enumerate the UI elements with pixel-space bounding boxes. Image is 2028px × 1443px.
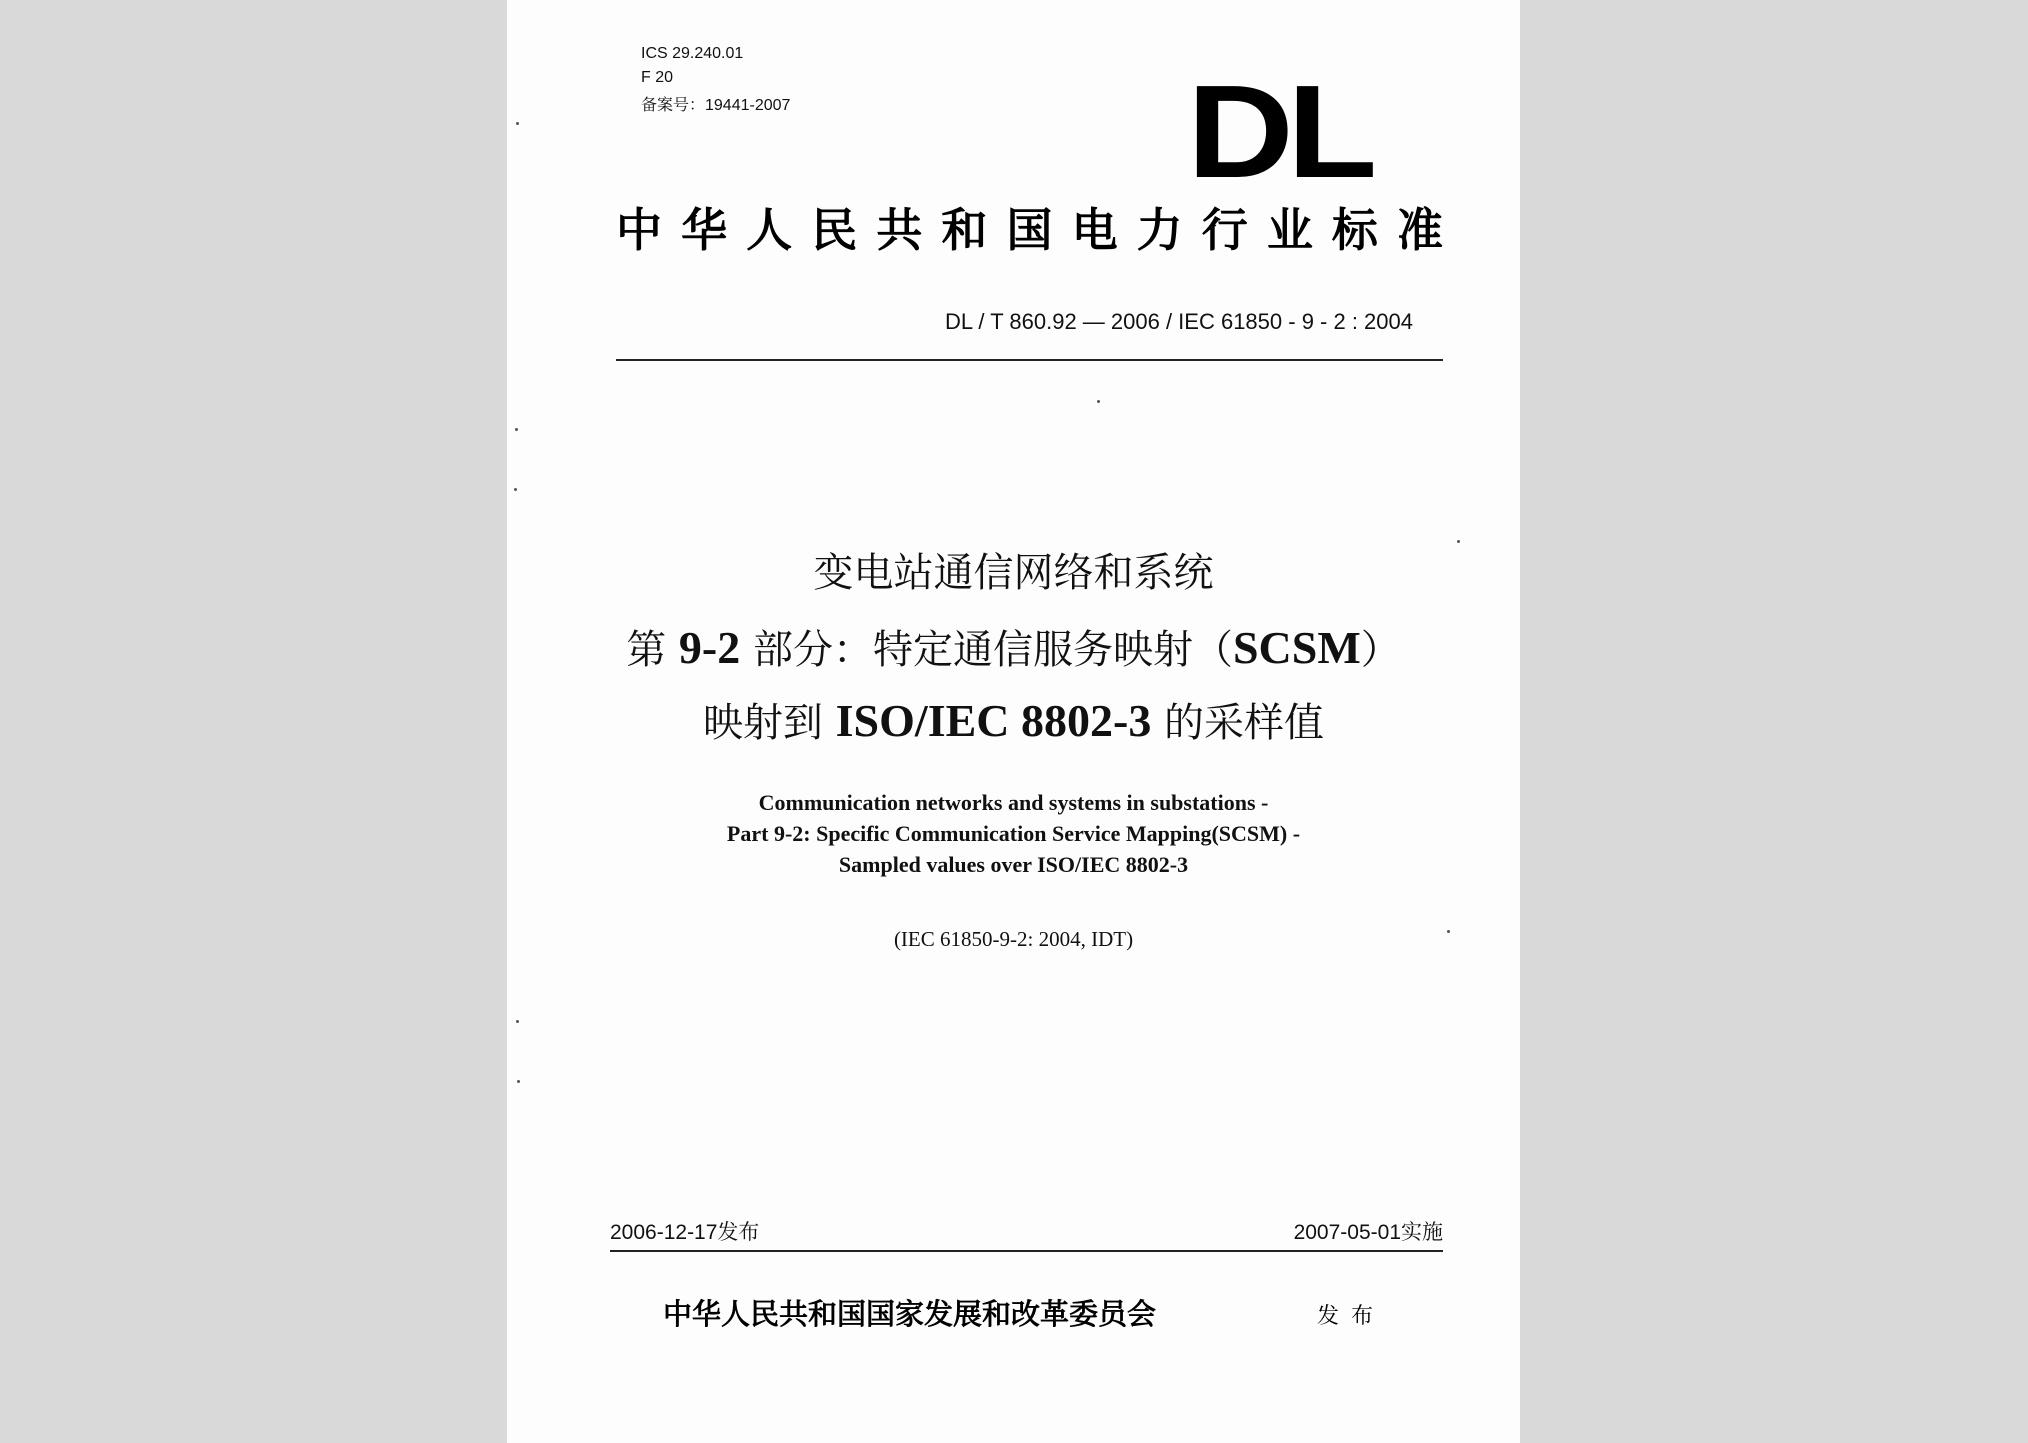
- scan-speck: [515, 428, 518, 431]
- scan-speck: [516, 122, 519, 125]
- en-title-line2: Part 9-2: Specific Communication Service Mapping(SCSM) -: [726, 821, 1301, 846]
- scan-speck: [514, 488, 517, 491]
- scan-speck: [516, 1020, 519, 1023]
- scan-speck: [1447, 930, 1450, 933]
- en-title-line1: Communication networks and systems in substations -: [758, 790, 1269, 815]
- publisher: 中华人民共和国国家发展和改革委员会: [663, 1297, 1157, 1331]
- cn-title-line2-c: 部分：特定通信服务映射（: [740, 627, 1233, 673]
- scan-speck: [1097, 400, 1100, 403]
- cn-title-line3-c: 的采样值: [1151, 700, 1325, 746]
- header-divider: [616, 359, 1443, 361]
- identical-standard: (IEC 61850-9-2: 2004, IDT): [893, 927, 1134, 951]
- effective-date: 2007-05-01实施: [1293, 1221, 1443, 1244]
- document-page: [507, 0, 1520, 1443]
- ccs-number: F 20: [641, 69, 674, 86]
- issue-date: 2006-12-17发布: [610, 1221, 760, 1244]
- cn-title-line2-e: ）: [1360, 627, 1401, 673]
- scan-speck: [1457, 540, 1460, 543]
- cn-title-line1-text: 变电站通信网络和系统: [813, 550, 1214, 596]
- dl-logo: DL: [1187, 58, 1371, 205]
- record-number: 备案号：19441-2007: [641, 97, 791, 114]
- scan-speck: [517, 1080, 520, 1083]
- cn-title-line2-d: SCSM: [1232, 622, 1361, 673]
- cn-title-line3-b: ISO/IEC 8802-3: [835, 695, 1152, 746]
- publish-label: 发布: [1317, 1304, 1386, 1329]
- ics-number: ICS 29.240.01: [641, 45, 744, 62]
- standard-code: DL / T 860.92 — 2006 / IEC 61850 - 9 - 2 : 2004: [944, 309, 1413, 334]
- cn-title-line2-b: 9-2: [678, 622, 741, 673]
- cn-title-line1: [507, 548, 1520, 598]
- cn-title-line3-a: 映射到: [702, 700, 836, 746]
- footer-divider: [610, 1250, 1443, 1252]
- en-title-line3: Sampled values over ISO/IEC 8802-3: [838, 852, 1189, 877]
- standard-title: 中华人民共和国电力行业标准: [616, 203, 1446, 257]
- cn-title-line3: [507, 696, 1520, 748]
- cn-title-line2-a: 第: [626, 627, 679, 673]
- cn-title-line2: [507, 623, 1520, 675]
